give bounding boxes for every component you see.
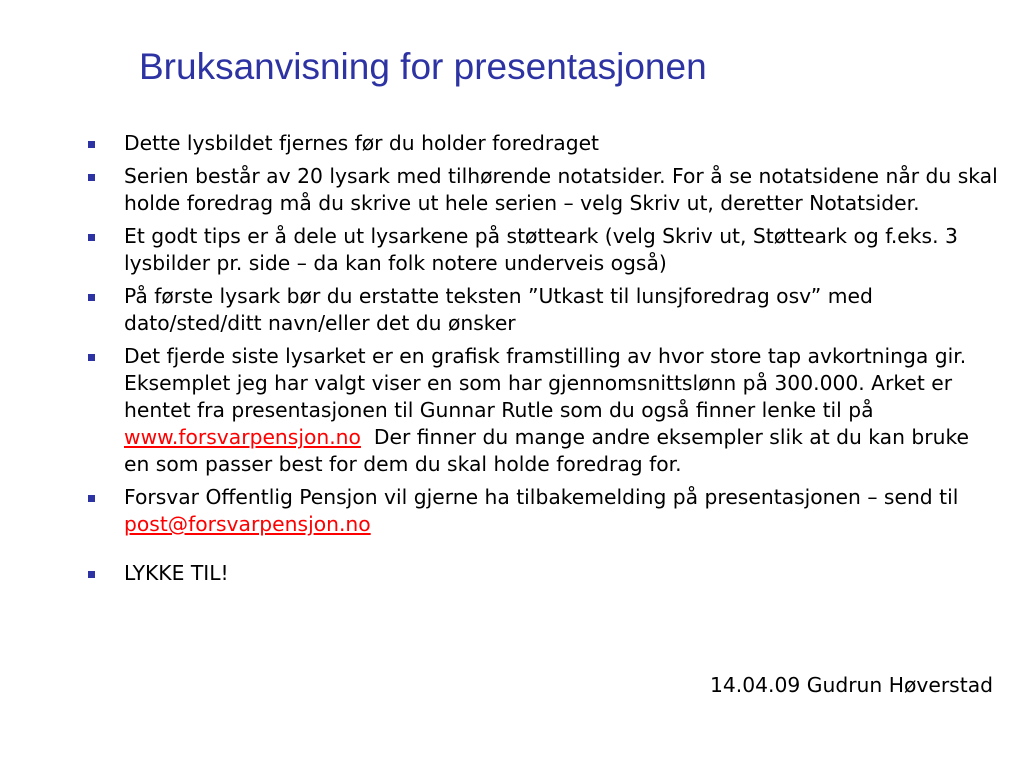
square-bullet-icon bbox=[88, 174, 95, 181]
square-bullet-icon bbox=[88, 141, 95, 148]
bullet-item bbox=[88, 560, 998, 587]
bullet-text: På første lysark bør du erstatte teksten ”Utkast til lunsjforedrag osv” med dato/sted/ditt navn/eller det du ønsker bbox=[124, 284, 873, 335]
bullet-item bbox=[88, 130, 998, 157]
bullet-text bbox=[124, 343, 998, 478]
bullet-text-before-link: Det fjerde siste lysarket er en grafisk framstilling av hvor store tap avkortninga gir. Eksemplet jeg har valgt viser en som har gjennomsnittslønn på 300.000. Arket er hentet fra presentasjonen til Gunnar Rutle som du også finner lenke til på bbox=[124, 344, 967, 422]
bullet-item bbox=[88, 223, 998, 277]
square-bullet-icon bbox=[88, 571, 95, 578]
email-link[interactable]: post@forsvarpensjon.no bbox=[124, 512, 371, 536]
bullet-text: Serien består av 20 lysark med tilhørende notatsider. For å se notatsidene når du skal holde foredrag må du skrive ut hele serien – velg Skriv ut, deretter Notatsider. bbox=[124, 164, 998, 215]
bullet-item bbox=[88, 163, 998, 217]
bullet-item bbox=[88, 283, 998, 337]
square-bullet-icon bbox=[88, 354, 95, 361]
bullet-text: Et godt tips er å dele ut lysarkene på støtteark (velg Skriv ut, Støtteark og f.eks. 3 lysbilder pr. side – da kan folk notere underveis også) bbox=[124, 224, 958, 275]
bullet-text: Dette lysbildet fjernes før du holder foredraget bbox=[124, 131, 600, 155]
square-bullet-icon bbox=[88, 495, 95, 502]
slide-title: Bruksanvisning for presentasjonen bbox=[139, 46, 707, 87]
bullet-text-after-link: Der finner du mange andre eksempler slik at du kan bruke en som passer best for dem du skal holde foredrag for. bbox=[124, 425, 976, 476]
bullet-list bbox=[88, 130, 998, 593]
square-bullet-icon bbox=[88, 234, 95, 241]
square-bullet-icon bbox=[88, 294, 95, 301]
bullet-text: LYKKE TIL! bbox=[124, 561, 229, 585]
signature-date: 14.04.09 Gudrun Høverstad bbox=[710, 673, 993, 697]
bullet-text bbox=[124, 484, 998, 538]
website-link[interactable]: www.forsvarpensjon.no bbox=[124, 425, 361, 449]
bullet-item bbox=[88, 484, 998, 538]
bullet-text-before-link: Forsvar Offentlig Pensjon vil gjerne ha tilbakemelding på presentasjonen – send til bbox=[124, 485, 959, 509]
bullet-item bbox=[88, 343, 998, 478]
